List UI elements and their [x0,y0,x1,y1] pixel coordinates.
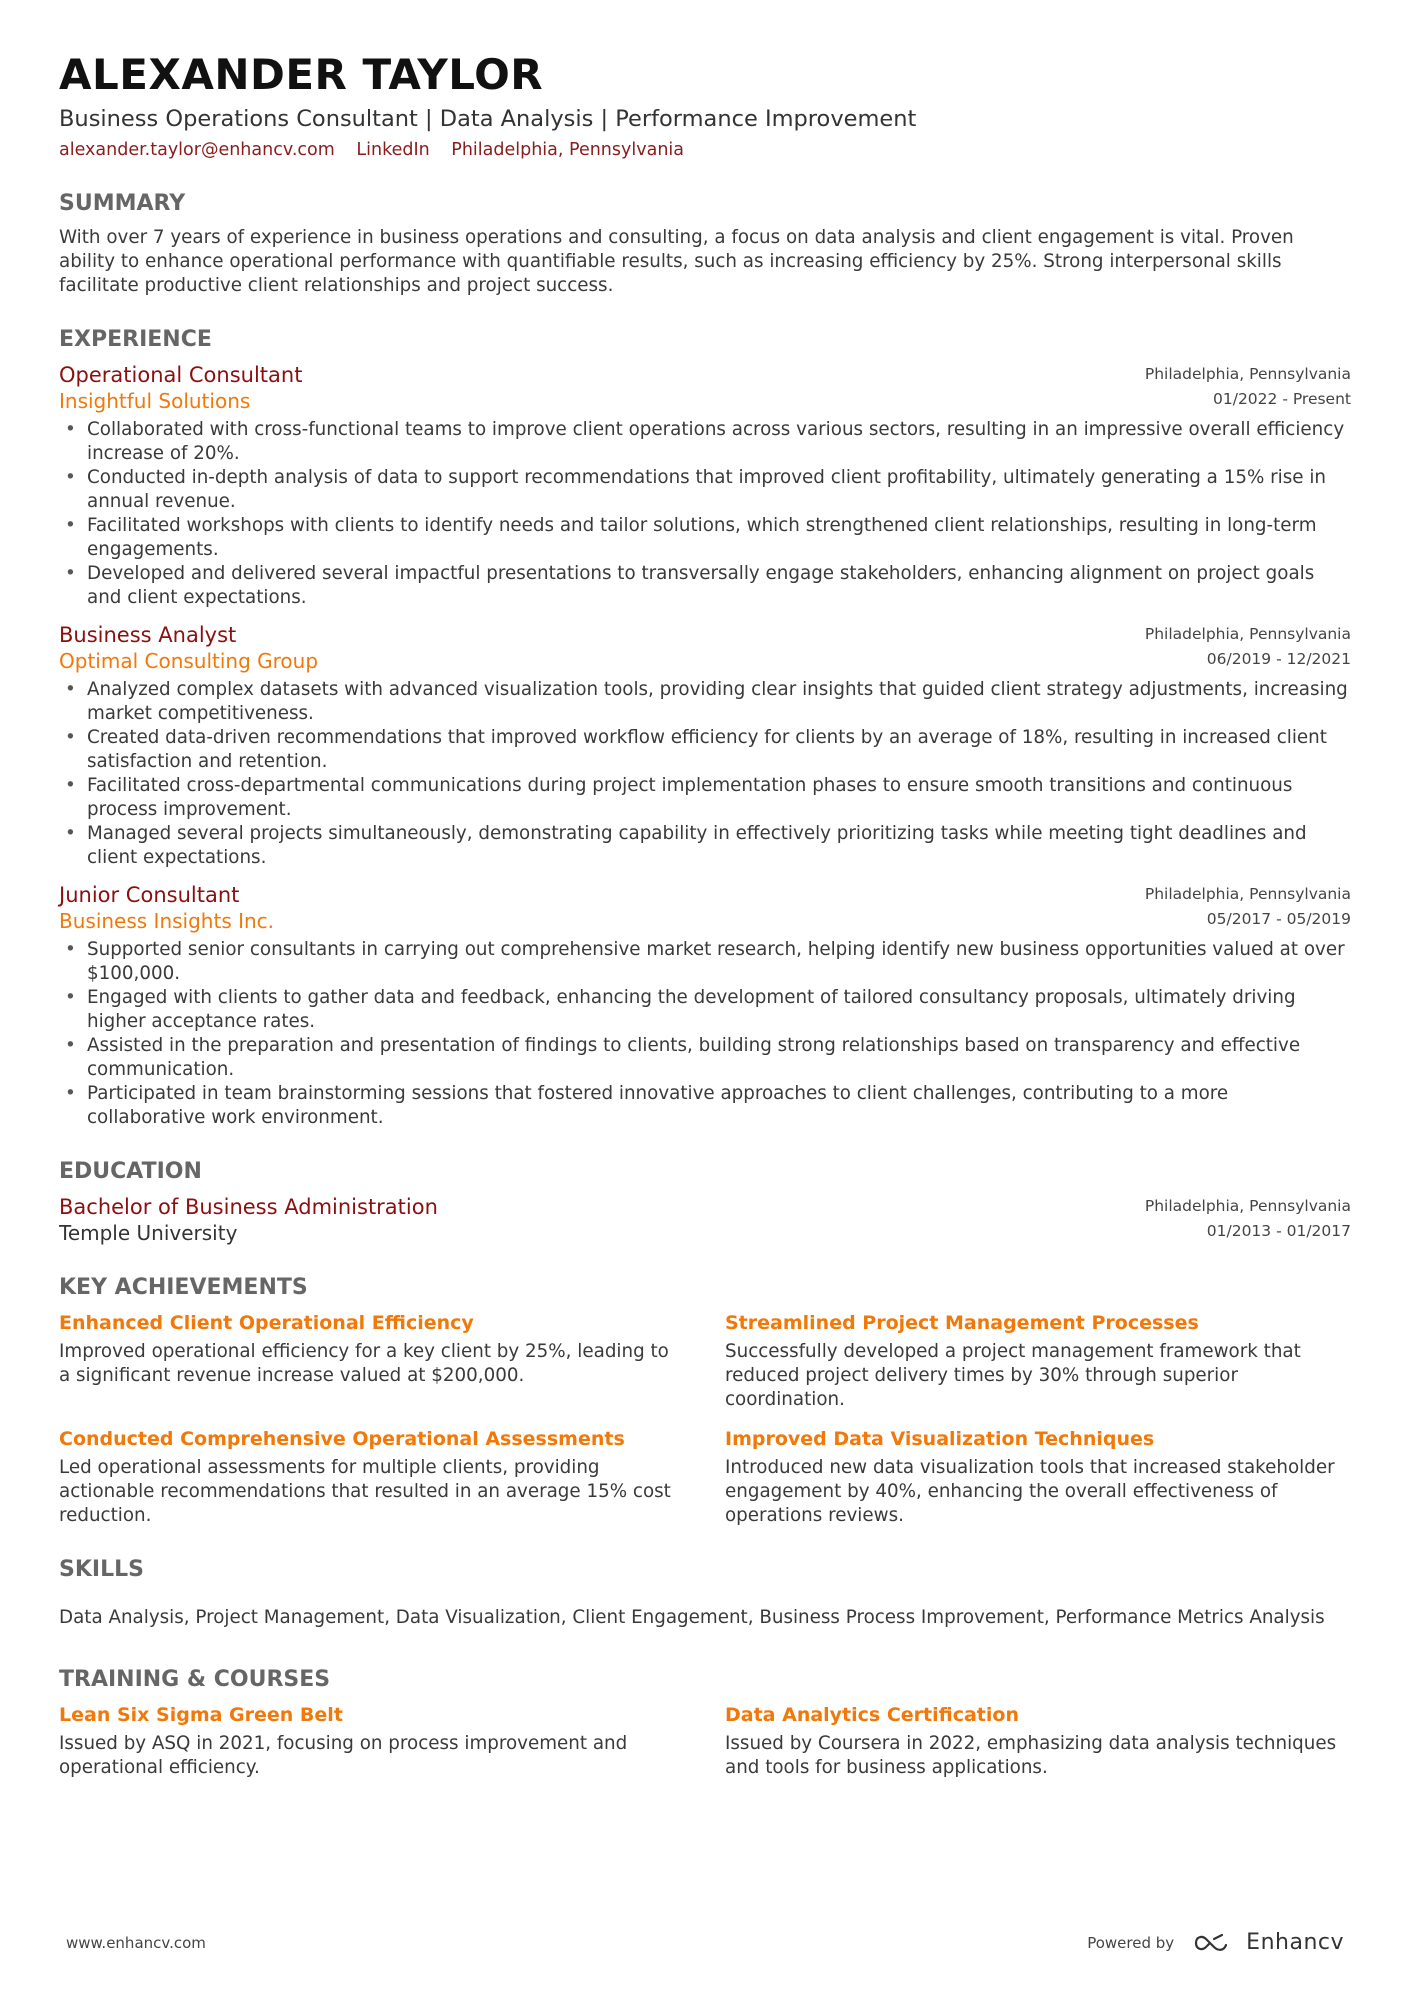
job-bullet: • Analyzed complex datasets with advanced visualization tools, providing clear insights that guided client strategy adjustments, increasing market competitiveness. [59,678,1351,726]
job-company: Insightful Solutions [59,389,251,413]
candidate-headline: Business Operations Consultant | Data Analysis | Performance Improvement [59,106,917,132]
job-bullet: • Collaborated with cross-functional teams to improve client operations across various sectors, resulting in an impressive overall efficiency increase of 20%. [59,418,1351,466]
job-bullet: • Participated in team brainstorming sessions that fostered innovative approaches to client challenges, contributing to a more collaborative work environment. [59,1082,1351,1130]
education-school: Temple University [59,1221,238,1245]
achievement-text: Successfully developed a project management framework that reduced project delivery times by 30% through superior coordination. [725,1341,1301,1410]
achievement-card [725,1310,1351,1412]
experience-entry [59,622,1351,870]
job-role: Operational Consultant [59,363,303,387]
job-bullet: • Facilitated workshops with clients to identify needs and tailor solutions, which strengthened client relationships, resulting in long-term engagements. [59,514,1351,562]
achievements-title: KEY ACHIEVEMENTS [59,1275,308,1300]
skills-list: Data Analysis, Project Management, Data Visualization, Client Engagement, Business Process Improvement, Performance Metrics Analysis [59,1607,1325,1628]
brand-name: Enhancv [1246,1930,1344,1955]
job-company: Optimal Consulting Group [59,649,319,673]
training-section [59,1666,1351,1780]
experience-title: EXPERIENCE [59,327,212,352]
achievement-card [59,1426,685,1528]
training-title: TRAINING & COURSES [59,1667,331,1692]
education-dates: 01/2013 - 01/2017 [1206,1222,1351,1240]
experience-section [59,326,1351,1130]
experience-entry [59,362,1351,610]
achievement-title: Conducted Comprehensive Operational Assessments [59,1428,625,1450]
job-bullet: • Facilitated cross-departmental communications during project implementation phases to ensure smooth transitions and continuous process improvement. [59,774,1351,822]
job-dates: 01/2022 - Present [1213,390,1351,408]
job-location: Philadelphia, Pennsylvania [1144,885,1351,903]
job-bullet: • Engaged with clients to gather data and feedback, enhancing the development of tailored consultancy proposals, ultimately driving higher acceptance rates. [59,986,1351,1034]
job-role: Business Analyst [59,623,237,647]
job-dates: 05/2017 - 05/2019 [1206,910,1351,928]
resume-header [59,50,1351,162]
experience-entry [59,882,1351,1130]
footer-brand [1087,1930,1344,1955]
achievement-title: Enhanced Client Operational Efficiency [59,1312,474,1334]
summary-section [59,190,1351,298]
job-company: Business Insights Inc. [59,909,275,933]
achievement-text: Improved operational efficiency for a key client by 25%, leading to a significant revenue increase valued at $200,000. [59,1341,669,1386]
job-bullet: • Conducted in-depth analysis of data to support recommendations that improved client profitability, ultimately generating a 15% rise in annual revenue. [59,466,1351,514]
job-role: Junior Consultant [59,883,240,907]
page-footer [66,1930,1344,1955]
training-text: Issued by ASQ in 2021, focusing on process improvement and operational efficiency. [59,1733,628,1778]
contact-line [59,138,1351,162]
training-title-item: Data Analytics Certification [725,1704,1019,1726]
achievement-card [725,1426,1351,1528]
contact-linkedin[interactable]: LinkedIn [356,140,430,160]
training-title-item: Lean Six Sigma Green Belt [59,1704,343,1726]
job-bullets [59,418,1351,610]
job-bullet: • Assisted in the preparation and presentation of findings to clients, building strong relationships based on transparency and effective communication. [59,1034,1351,1082]
job-bullet: • Supported senior consultants in carrying out comprehensive market research, helping identify new business opportunities valued at over $100,000. [59,938,1351,986]
education-title: EDUCATION [59,1159,202,1184]
training-card [725,1702,1351,1780]
education-degree: Bachelor of Business Administration [59,1195,438,1219]
footer-url[interactable]: www.enhancv.com [66,1933,206,1952]
job-bullets [59,938,1351,1130]
job-bullet: • Managed several projects simultaneously, demonstrating capability in effectively prioritizing tasks while meeting tight deadlines and client expectations. [59,822,1351,870]
skills-title: SKILLS [59,1557,144,1582]
candidate-name: ALEXANDER TAYLOR [59,50,544,99]
achievement-text: Led operational assessments for multiple clients, providing actionable recommendations that resulted in an average 15% cost reduction. [59,1457,671,1526]
enhancv-logo-icon [1192,1931,1236,1955]
job-dates: 06/2019 - 12/2021 [1206,650,1351,668]
achievements-section [59,1274,1351,1528]
summary-text: With over 7 years of experience in business operations and consulting, a focus on data analysis and client engagement is vital. Proven ability to enhance operational performance with quantifiable results, such as increasing efficiency by 25%. Strong interpersonal skills facilitate productive client relationships and project success. [59,227,1294,296]
brand-logo[interactable] [1192,1930,1344,1955]
summary-title: SUMMARY [59,191,186,216]
training-grid [59,1702,1351,1780]
job-bullet: • Created data-driven recommendations that improved workflow efficiency for clients by an average of 18%, resulting in increased client satisfaction and retention. [59,726,1351,774]
job-bullets [59,678,1351,870]
education-location: Philadelphia, Pennsylvania [1144,1197,1351,1215]
achievement-card [59,1310,685,1412]
contact-email[interactable]: alexander.taylor@enhancv.com [59,140,335,160]
education-section [59,1158,1351,1246]
training-text: Issued by Coursera in 2022, emphasizing data analysis techniques and tools for business applications. [725,1733,1337,1778]
skills-section [59,1556,1351,1630]
achievements-grid [59,1310,1351,1528]
powered-by-label: Powered by [1087,1933,1175,1952]
job-location: Philadelphia, Pennsylvania [1144,365,1351,383]
job-bullet: • Developed and delivered several impactful presentations to transversally engage stakeholders, enhancing alignment on project goals and client expectations. [59,562,1351,610]
achievement-title: Improved Data Visualization Techniques [725,1428,1155,1450]
training-card [59,1702,685,1780]
achievement-title: Streamlined Project Management Processes [725,1312,1199,1334]
education-entry [59,1194,1351,1246]
achievement-text: Introduced new data visualization tools that increased stakeholder engagement by 40%, enhancing the overall effectiveness of operations reviews. [725,1457,1335,1526]
contact-location: Philadelphia, Pennsylvania [451,140,684,160]
job-location: Philadelphia, Pennsylvania [1144,625,1351,643]
